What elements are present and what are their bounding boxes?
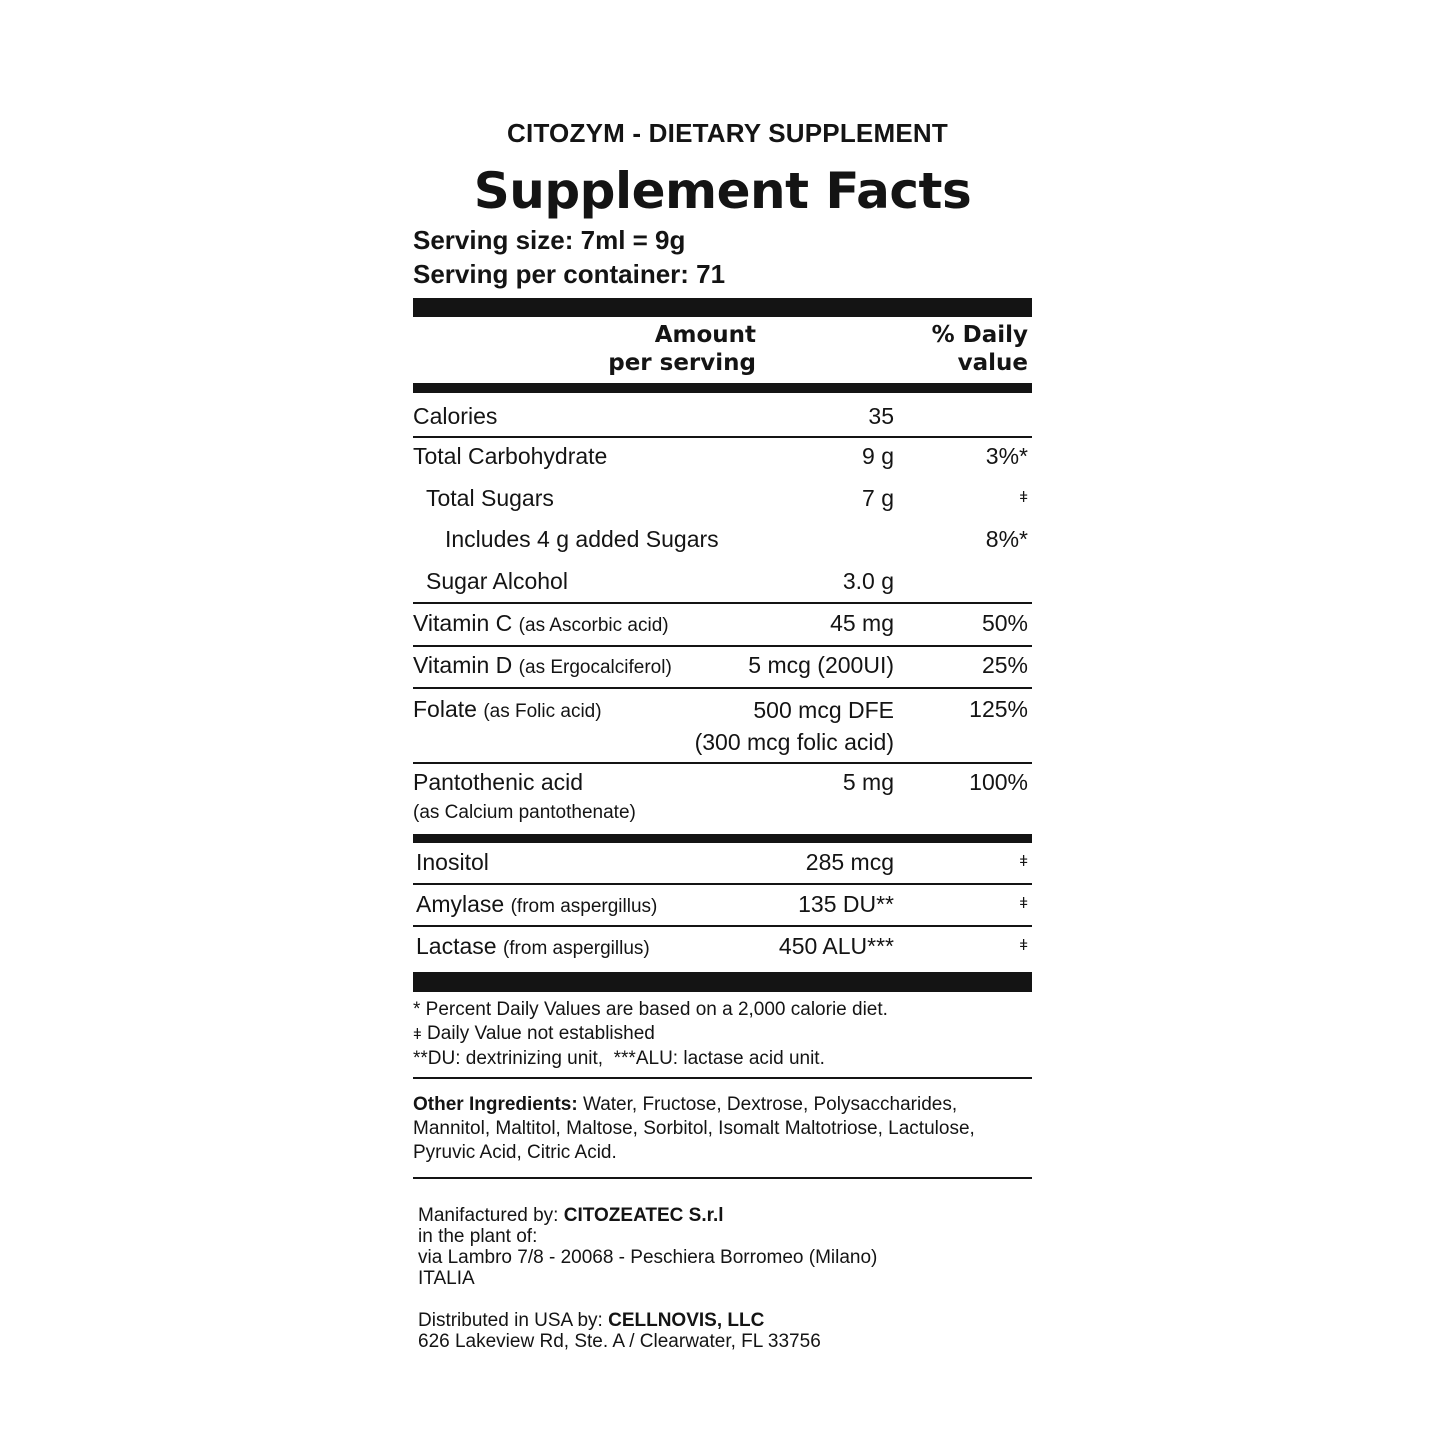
amount-header-line1: Amount	[654, 322, 756, 348]
manufacturer-name: CITOZEATEC S.r.l	[563, 1205, 724, 1226]
other-ingredients	[413, 1079, 1032, 1179]
ingredients-label: Other Ingredients:	[413, 1094, 578, 1115]
nutrient-amount: 45 mg	[830, 610, 894, 636]
table-row	[413, 764, 1032, 834]
nutrient-source: (as Ergocalciferol)	[518, 657, 672, 678]
dv-header	[894, 321, 1032, 383]
manufacturer-address: via Lambro 7/8 - 20068 - Peschiera Borromeo (Milano)	[418, 1247, 878, 1268]
distributor-prefix: Distributed in USA by:	[418, 1310, 603, 1331]
manufacturer-prefix: Manifactured by:	[418, 1205, 559, 1226]
footnote-dv-basis: * Percent Daily Values are based on a 2,000 calorie diet.	[413, 999, 888, 1020]
footnote-not-established-text: Daily Value not established	[427, 1023, 655, 1044]
nutrient-dv: 3%*	[985, 443, 1028, 469]
bottom-bar	[413, 972, 1032, 992]
dv-header-line1: % Daily	[931, 322, 1028, 348]
manufacturer-line2: in the plant of:	[418, 1226, 538, 1247]
table-row	[413, 689, 1032, 764]
serving-size: Serving size: 7ml = 9g	[413, 225, 686, 255]
supplement-facts-label	[413, 118, 1032, 1352]
nutrient-amount: 35	[868, 403, 894, 429]
nutrient-name-cell	[416, 891, 712, 918]
manufacturer-country: ITALIA	[418, 1268, 475, 1289]
nutrient-name: Pantothenic acid	[413, 769, 584, 795]
nutrient-name: Includes 4 g added Sugars	[445, 526, 719, 552]
nutrient-dv: 25%	[981, 652, 1028, 678]
nutrient-name: Total Carbohydrate	[413, 443, 608, 469]
nutrient-name-cell	[413, 652, 732, 679]
section-bar	[413, 834, 1032, 843]
nutrient-amount: 3.0 g	[842, 568, 894, 594]
nutrient-name: Vitamin D	[413, 652, 513, 678]
table-row	[413, 521, 1032, 563]
nutrient-name-cell	[413, 769, 732, 824]
nutrient-name: Calories	[413, 403, 498, 429]
nutrient-name-cell	[413, 694, 694, 727]
nutrient-amount: 285 mcg	[805, 849, 894, 875]
nutrient-dv: 100%	[969, 769, 1028, 795]
table-row	[413, 480, 1032, 521]
header-bar	[413, 383, 1032, 393]
distributor-address: 626 Lakeview Rd, Ste. A / Clearwater, FL 33756	[418, 1331, 821, 1352]
column-headers	[413, 317, 1032, 383]
manufacturer-info	[413, 1205, 1032, 1289]
amount-header	[556, 321, 756, 383]
top-bar	[413, 298, 1032, 317]
nutrient-source: (as Folic acid)	[483, 701, 602, 722]
nutrient-name: Sugar Alcohol	[426, 568, 568, 594]
table-row	[413, 438, 1032, 480]
nutrient-amount: 135 DU**	[798, 891, 894, 917]
nutrient-name: Folate	[413, 696, 477, 722]
nutrient-amount: 5 mg	[842, 769, 894, 795]
nutrient-name: Inositol	[416, 849, 489, 875]
manufacturer-line	[418, 1205, 1032, 1226]
footnote-units: **DU: dextrinizing unit, ***ALU: lactase acid unit.	[413, 1048, 825, 1069]
footnote-not-established	[413, 1022, 1032, 1047]
nutrient-amount: 9 g	[862, 443, 894, 469]
nutrient-name: Lactase	[416, 933, 497, 959]
nutrient-name: Total Sugars	[426, 485, 554, 511]
nutrient-source: (as Ascorbic acid)	[518, 615, 669, 636]
distributor-info	[413, 1310, 1032, 1352]
nutrient-name: Amylase	[416, 891, 505, 917]
ingredients-text: Water, Fructose, Dextrose, Polysaccharides, Mannitol, Maltitol, Maltose, Sorbitol, Isomalt Maltotriose, Lactulose, Pyruvic Acid, Citric Acid.	[413, 1094, 975, 1163]
footnotes	[413, 992, 1032, 1079]
nutrient-source: (as Calcium pantothenate)	[413, 802, 636, 823]
nutrient-dv: 125%	[969, 696, 1028, 722]
nutrient-amount: 7 g	[862, 485, 894, 511]
nutrient-amount-detail: (300 mcg folic acid)	[694, 729, 894, 755]
table-row	[413, 885, 1032, 927]
nutrient-dv: ǂ	[1019, 489, 1028, 506]
nutrient-name: Vitamin C	[413, 610, 513, 636]
facts-title: Supplement Facts	[473, 162, 972, 220]
nutrient-dv: ǂ	[1019, 937, 1028, 954]
table-row	[413, 647, 1032, 689]
table-row	[413, 393, 1032, 438]
nutrient-source: (from aspergillus)	[502, 938, 650, 959]
nutrient-dv: 8%*	[985, 526, 1028, 552]
distributor-line	[418, 1310, 1032, 1331]
table-row	[413, 604, 1032, 647]
table-row	[413, 563, 1032, 604]
servings-per-container: Serving per container: 71	[413, 259, 726, 289]
product-line: CITOZYM - DIETARY SUPPLEMENT	[507, 118, 948, 148]
nutrient-source: (from aspergillus)	[510, 896, 658, 917]
nutrient-amount: 5 mcg (200UI)	[748, 652, 894, 678]
dagger-symbol: ǂ	[413, 1026, 422, 1043]
table-row	[413, 927, 1032, 972]
nutrient-amount: 500 mcg DFE	[753, 697, 894, 723]
nutrient-amount: 450 ALU***	[778, 933, 894, 959]
distributor-name: CELLNOVIS, LLC	[608, 1310, 765, 1331]
nutrient-dv: 50%	[981, 610, 1028, 636]
table-row	[413, 843, 1032, 885]
dv-header-line2: value	[957, 350, 1028, 376]
nutrient-name-cell	[416, 933, 702, 960]
nutrient-dv: ǂ	[1019, 895, 1028, 912]
nutrient-name-cell	[413, 610, 732, 637]
amount-header-line2: per serving	[608, 350, 756, 376]
nutrient-dv: ǂ	[1019, 853, 1028, 870]
